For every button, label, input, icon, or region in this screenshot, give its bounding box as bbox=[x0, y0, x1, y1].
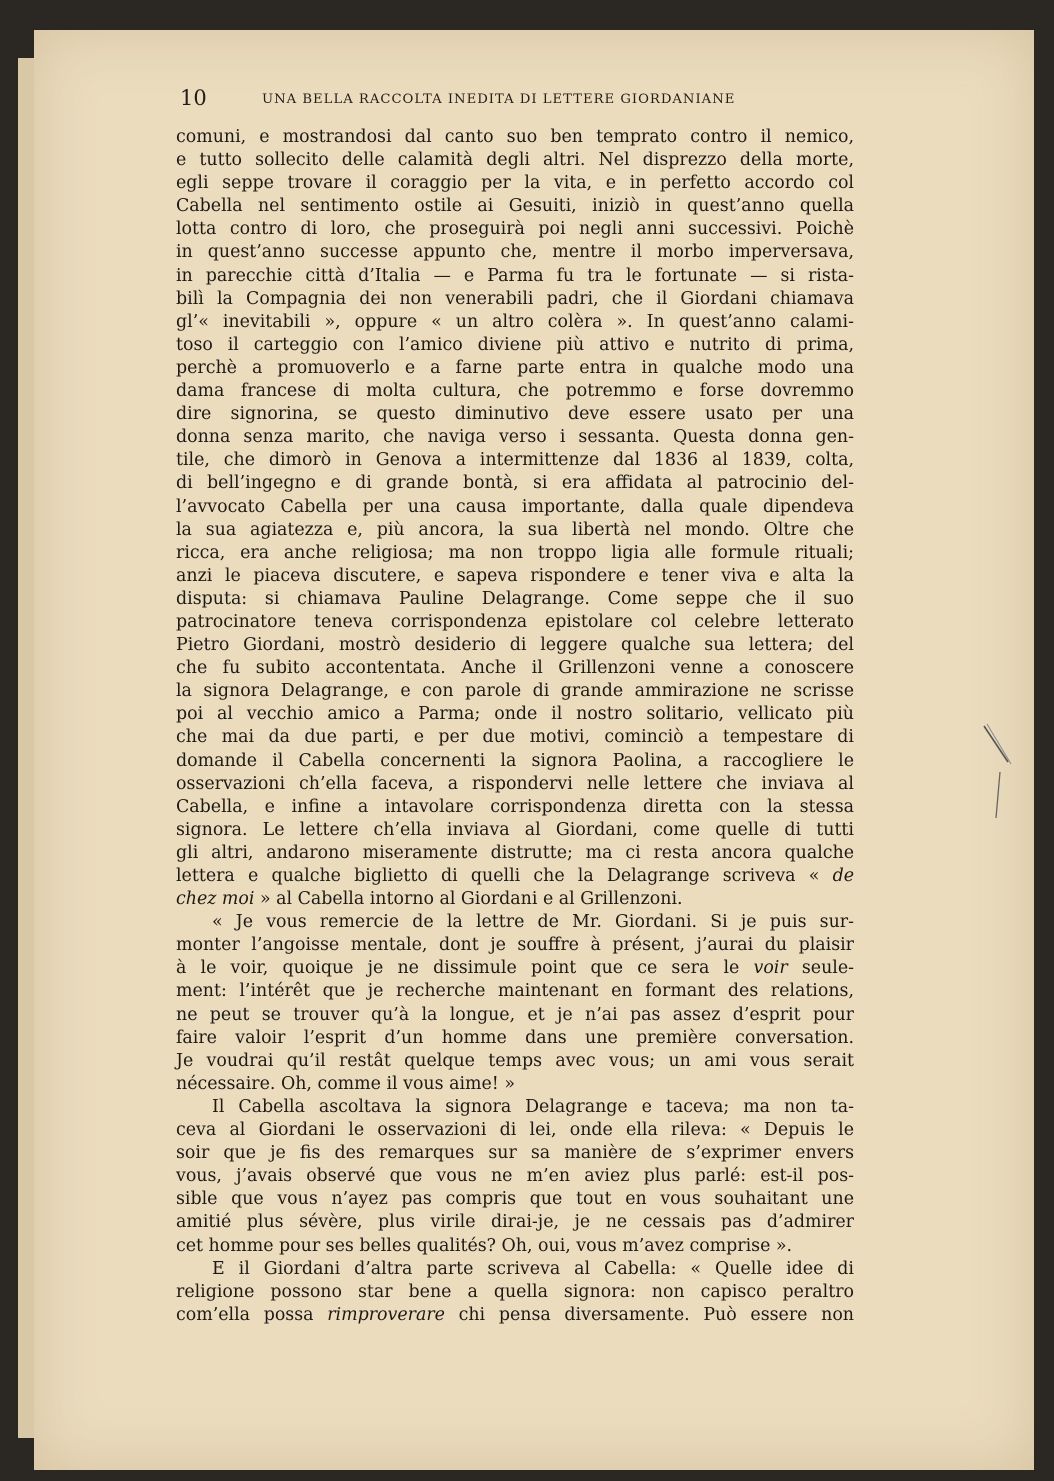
text-line: lotta contro di loro, che proseguirà poi negli anni successivi. Poichè bbox=[176, 219, 854, 240]
running-title: UNA BELLA RACCOLTA INEDITA DI LETTERE GIORDANIANE bbox=[262, 92, 736, 107]
text-line: l’avvocato Cabella per una causa importante, dalla quale dipendeva bbox=[176, 496, 854, 517]
text-line: amitié plus sévère, plus virile dirai-je, je ne cessais pas d’admirer bbox=[176, 1212, 854, 1233]
line-segment: com’ella possa bbox=[176, 1304, 328, 1325]
text-line: la signora Delagrange, e con parole di grande ammirazione ne scrisse bbox=[176, 681, 854, 702]
text-line: faire valoir l’esprit d’un homme dans une première conversation. bbox=[176, 1027, 854, 1048]
italic-text: de bbox=[832, 866, 854, 886]
line-segment: seule- bbox=[787, 958, 854, 979]
text-line: comuni, e mostrandosi dal canto suo ben temprato contro il nemico, bbox=[176, 127, 854, 147]
page-number: 10 bbox=[180, 86, 207, 110]
text-line bbox=[176, 865, 854, 888]
line-segment: à le voir, quoique je ne dissimule point que ce sera le bbox=[176, 958, 754, 979]
text-line: ment: l’intérêt que je recherche maintenant en formant des relations, bbox=[176, 981, 854, 1002]
text-line: poi al vecchio amico a Parma; onde il nostro solitario, vellicato più bbox=[176, 704, 854, 725]
body-text bbox=[176, 126, 854, 1327]
text-line bbox=[176, 1304, 854, 1327]
text-line: donna senza marito, che naviga verso i sessanta. Questa donna gen- bbox=[176, 427, 854, 448]
text-line: Il Cabella ascoltava la signora Delagrange e taceva; ma non ta- bbox=[212, 1096, 854, 1117]
line-segment: » al Cabella intorno al Giordani e al Grillenzoni. bbox=[254, 889, 683, 910]
text-line: patrocinatore teneva corrispondenza epistolare col celebre letterato bbox=[176, 611, 854, 632]
line-segment: chi pensa diversamente. Può essere non bbox=[444, 1304, 855, 1325]
text-line: Je voudrai qu’il restât quelque temps avec vous; un ami vous serait bbox=[176, 1050, 854, 1071]
text-line: la sua agiatezza e, più ancora, la sua libertà nel mondo. Oltre che bbox=[176, 519, 854, 540]
text-line: soir que je fis des remarques sur sa manière de s’exprimer envers bbox=[176, 1143, 854, 1164]
text-line: osservazioni ch’ella faceva, a rispondervi nelle lettere che inviava al bbox=[176, 773, 854, 794]
text-line: vous, j’avais observé que vous ne m’en aviez plus parlé: est-il pos- bbox=[176, 1166, 854, 1187]
text-line: tile, che dimorò in Genova a intermittenze dal 1836 al 1839, colta, bbox=[176, 450, 854, 471]
text-line: disputa: si chiamava Pauline Delagrange. Come seppe che il suo bbox=[176, 588, 854, 609]
pencil-mark-icon bbox=[978, 720, 1028, 830]
text-line: nécessaire. Oh, comme il vous aime! » bbox=[176, 1073, 515, 1094]
text-line: di bell’ingegno e di grande bontà, si era affidata al patrocinio del- bbox=[176, 473, 854, 494]
text-line: gl’« inevitabili », oppure « un altro colèra ». In quest’anno calami- bbox=[176, 311, 854, 332]
text-line: cet homme pour ses belles qualités? Oh, oui, vous m’avez comprise ». bbox=[176, 1235, 793, 1256]
text-line: domande il Cabella concernenti la signora Paolina, a raccogliere le bbox=[176, 750, 854, 771]
text-line: perchè a promuoverlo e a farne parte entra in qualche modo una bbox=[176, 357, 854, 378]
text-line bbox=[176, 888, 854, 911]
text-line: anzi le piaceva discutere, e sapeva rispondere e tener viva e alta la bbox=[176, 565, 854, 586]
text-line: religione possono star bene a quella signora: non capisco peraltro bbox=[176, 1281, 854, 1302]
text-line: egli seppe trovare il coraggio per la vita, e in perfetto accordo col bbox=[176, 173, 854, 194]
text-line: ceva al Giordani le osservazioni di lei, onde ella rileva: « Depuis le bbox=[176, 1120, 854, 1141]
text-line: Cabella nel sentimento ostile ai Gesuiti, iniziò in quest’anno quella bbox=[176, 196, 854, 217]
text-line: in quest’anno successe appunto che, mentre il morbo imperversava, bbox=[176, 242, 854, 263]
italic-text: rimproverare bbox=[327, 1304, 445, 1325]
text-line: bilì la Compagnia dei non venerabili padri, che il Giordani chiamava bbox=[176, 288, 854, 309]
text-line: Cabella, e infine a intavolare corrispondenza diretta con la stessa bbox=[176, 796, 854, 817]
text-line: dama francese di molta cultura, che potremmo e forse dovremmo bbox=[176, 381, 854, 402]
text-line: sible que vous n’ayez pas compris que tout en vous souhaitant une bbox=[176, 1189, 854, 1210]
italic-text: chez moi bbox=[176, 889, 255, 910]
text-line: dire signorina, se questo diminutivo deve essere usato per una bbox=[176, 404, 854, 425]
text-line: toso il carteggio con l’amico diviene più attivo e nutrito di prima, bbox=[176, 334, 854, 355]
italic-text: voir bbox=[753, 958, 788, 979]
text-line: E il Giordani d’altra parte scriveva al Cabella: « Quelle idee di bbox=[212, 1258, 854, 1279]
text-line: signora. Le lettere ch’ella inviava al Giordani, come quelle di tutti bbox=[176, 819, 854, 840]
text-line: e tutto sollecito delle calamità degli altri. Nel disprezzo della morte, bbox=[176, 150, 854, 171]
text-line: che mai da due parti, e per due motivi, cominciò a tempestare di bbox=[176, 727, 854, 748]
line-segment: lettera e qualche biglietto di quelli che la Delagrange scriveva « bbox=[176, 866, 833, 886]
page-header bbox=[180, 86, 860, 116]
text-line: in parecchie città d’Italia — e Parma fu tra le fortunate — si rista- bbox=[176, 265, 854, 286]
text-line: gli altri, andarono miseramente distrutte; ma ci resta ancora qualche bbox=[176, 842, 854, 863]
text-line: che fu subito accontentata. Anche il Grillenzoni venne a conoscere bbox=[176, 658, 854, 679]
text-line: Pietro Giordani, mostrò desiderio di leggere qualche sua lettera; del bbox=[176, 635, 854, 656]
text-line bbox=[176, 957, 854, 980]
text-line: monter l’angoisse mentale, dont je souffre à présent, j’aurai du plaisir bbox=[176, 935, 854, 956]
text-line: ricca, era anche religiosa; ma non troppo ligia alle formule rituali; bbox=[176, 542, 854, 563]
text-line: « Je vous remercie de la lettre de Mr. Giordani. Si je puis sur- bbox=[212, 912, 854, 933]
text-line: ne peut se trouver qu’à la longue, et je n’ai pas assez d’esprit pour bbox=[176, 1004, 854, 1025]
